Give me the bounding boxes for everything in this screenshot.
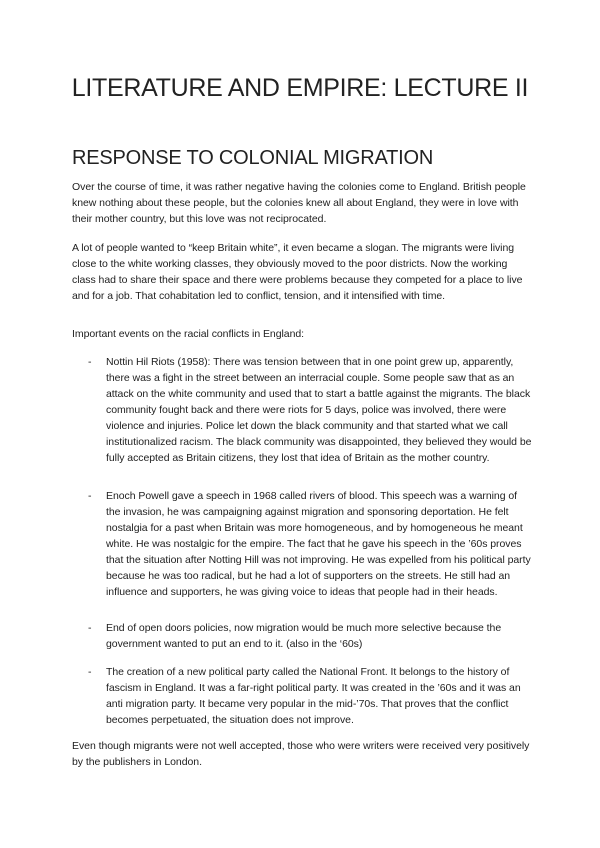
- bullet-dash: -: [88, 356, 92, 368]
- bullet-notting-hill-riots: Nottin Hil Riots (1958): There was tension between that in one point grew up, apparently, there was a fight in the street between an interracial couple. Some people saw that as an attack on the white community and used that to start a battle against the migrants. The black community fought back and there were riots for 5 days, police was involved, there were violence and injuries. Police let down the black community and that started what we call institutionalized racism. The black community was disappointed, they believed they would be fully accepted as Britain citizens, they lost that idea of Britain as the mother country.: [106, 356, 532, 464]
- paragraph-intro: Over the course of time, it was rather negative having the colonies come to England. British people knew nothing about these people, but the colonies knew all about England, they were in love with their mother country, but this love was not reciprocated.: [72, 181, 526, 225]
- section-heading: RESPONSE TO COLONIAL MIGRATION: [72, 147, 434, 169]
- paragraph-closing: Even though migrants were not well accepted, those who were writers were received very positively by the publishers in London.: [72, 740, 530, 768]
- bullet-national-front: The creation of a new political party called the National Front. It belongs to the history of fascism in England. It was a far-right political party. It was created in the ’60s and it was an anti migration party. It became very popular in the mid-’70s. That proves that the conflict becomes perpetuated, the situation does not improve.: [106, 666, 521, 726]
- bullet-dash: -: [88, 622, 92, 634]
- paragraph-keep-britain-white: A lot of people wanted to “keep Britain white”, it even became a slogan. The migrants were living close to the white working classes, they obviously moved to the poor districts. Now the working class had to share their space and there were problems because they competed for a place to live and for a job. That cohabitation led to conflict, tension, and it intensified with time.: [72, 242, 523, 302]
- bullet-enoch-powell: Enoch Powell gave a speech in 1968 called rivers of blood. This speech was a warning of the invasion, he was campaigning against migration and sponsoring deportation. He felt nostalgia for a past when Britain was more homogeneous, and by homogeneous he meant white. He was nostalgic for the empire. The fact that he gave his speech in the ’60s proves that the situation after Notting Hill was not improving. He was expelled from his political party because he was too radical, but he had a lot of supporters on the streets. He still had an influence and supporters, he was giving voice to ideas that people had in their heads.: [106, 490, 531, 598]
- document-title: LITERATURE AND EMPIRE: LECTURE II: [71, 74, 529, 102]
- paragraph-events-intro: Important events on the racial conflicts in England:: [72, 328, 305, 340]
- bullet-open-doors-policies: End of open doors policies, now migration would be much more selective because the government wanted to put an end to it. (also in the ‘60s): [106, 622, 502, 650]
- bullet-dash: -: [88, 666, 92, 678]
- bullet-dash: -: [88, 490, 92, 502]
